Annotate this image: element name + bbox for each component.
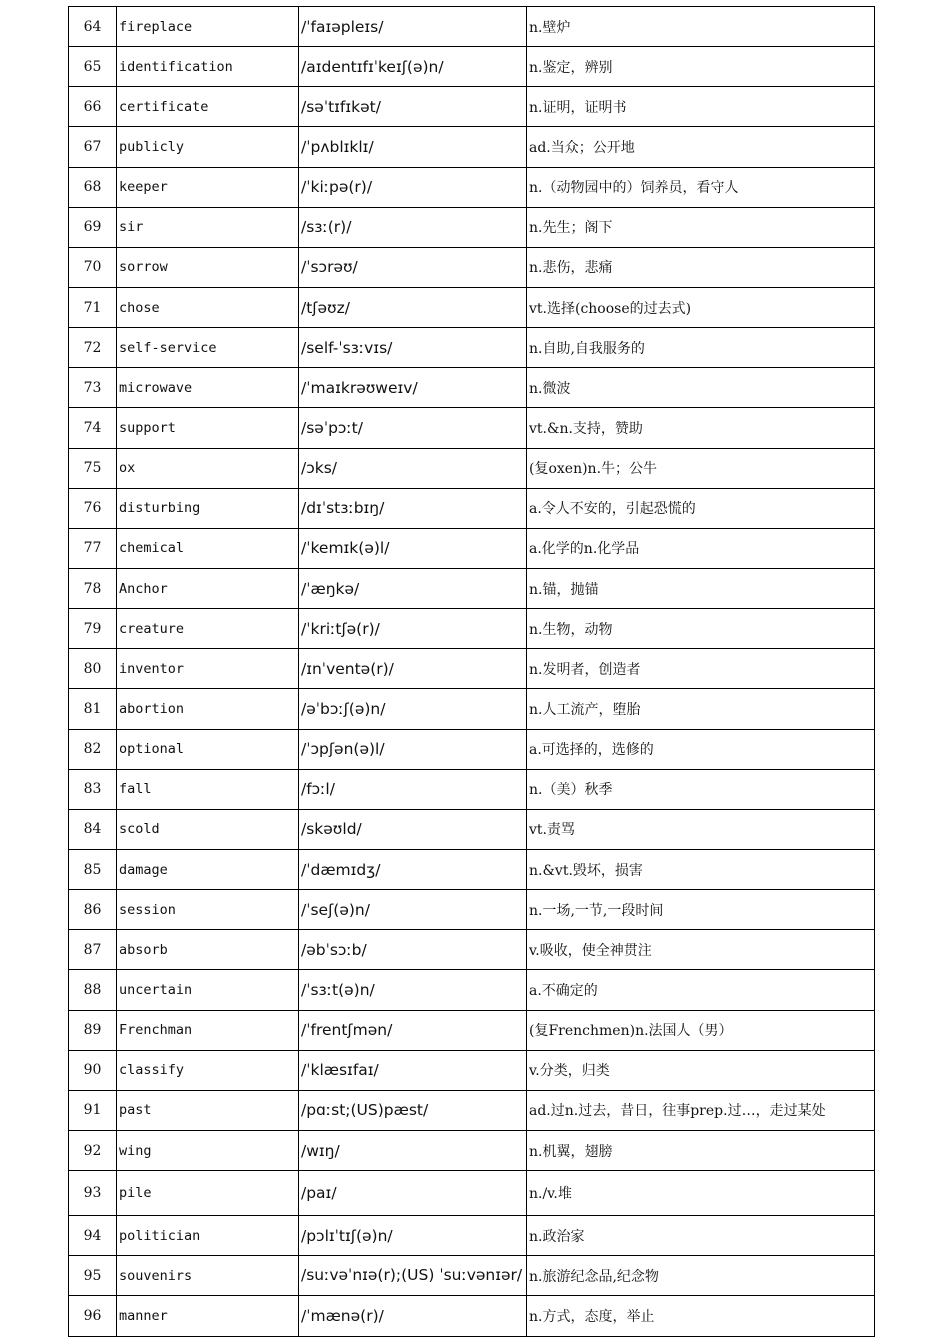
entry-word: ox: [117, 448, 299, 488]
entry-word: fireplace: [117, 7, 299, 47]
entry-word: certificate: [117, 87, 299, 127]
table-row: [69, 247, 875, 287]
entry-word: optional: [117, 729, 299, 769]
entry-word: souvenirs: [117, 1256, 299, 1296]
entry-meaning: n.旅游纪念品,纪念物: [527, 1256, 875, 1296]
entry-word: politician: [117, 1216, 299, 1256]
vocabulary-sheet: [68, 6, 874, 1337]
entry-meaning: n.壁炉: [527, 7, 875, 47]
entry-word: creature: [117, 609, 299, 649]
entry-word: uncertain: [117, 970, 299, 1010]
entry-word: classify: [117, 1050, 299, 1090]
entry-word: scold: [117, 809, 299, 849]
entry-number: 79: [69, 609, 117, 649]
entry-phonetic: /ˈkemɪk(ə)l/: [299, 528, 527, 568]
entry-phonetic: /əˈbɔːʃ(ə)n/: [299, 689, 527, 729]
table-row: [69, 328, 875, 368]
entry-number: 90: [69, 1050, 117, 1090]
entry-meaning: a.不确定的: [527, 970, 875, 1010]
entry-number: 95: [69, 1256, 117, 1296]
entry-number: 73: [69, 368, 117, 408]
vocabulary-table: [68, 6, 875, 1337]
entry-number: 76: [69, 488, 117, 528]
entry-number: 80: [69, 649, 117, 689]
entry-phonetic: /əbˈsɔːb/: [299, 930, 527, 970]
entry-word: session: [117, 890, 299, 930]
entry-meaning: n.人工流产，堕胎: [527, 689, 875, 729]
table-row: [69, 729, 875, 769]
entry-phonetic: /ˈdæmɪdʒ/: [299, 849, 527, 889]
entry-number: 84: [69, 809, 117, 849]
table-row: [69, 970, 875, 1010]
entry-phonetic: /ˈkiːpə(r)/: [299, 167, 527, 207]
entry-meaning: n.（美）秋季: [527, 769, 875, 809]
entry-number: 94: [69, 1216, 117, 1256]
table-row: [69, 568, 875, 608]
table-row: [69, 47, 875, 87]
entry-meaning: n.方式，态度，举止: [527, 1296, 875, 1336]
entry-number: 82: [69, 729, 117, 769]
entry-phonetic: /ˈsɜːt(ə)n/: [299, 970, 527, 1010]
entry-number: 74: [69, 408, 117, 448]
entry-word: sorrow: [117, 247, 299, 287]
entry-meaning: n.锚，抛锚: [527, 568, 875, 608]
entry-word: manner: [117, 1296, 299, 1336]
entry-number: 69: [69, 207, 117, 247]
entry-meaning: n./v.堆: [527, 1171, 875, 1216]
entry-phonetic: /ˈklæsɪfaɪ/: [299, 1050, 527, 1090]
entry-phonetic: /ˈsɔrəʊ/: [299, 247, 527, 287]
entry-number: 65: [69, 47, 117, 87]
entry-phonetic: /ɔks/: [299, 448, 527, 488]
table-row: [69, 368, 875, 408]
entry-number: 66: [69, 87, 117, 127]
entry-meaning: n.微波: [527, 368, 875, 408]
table-row: [69, 528, 875, 568]
entry-phonetic: /ˈɔpʃən(ə)l/: [299, 729, 527, 769]
entry-number: 85: [69, 849, 117, 889]
table-row: [69, 87, 875, 127]
entry-meaning: (复Frenchmen)n.法国人（男）: [527, 1010, 875, 1050]
entry-meaning: n.自助,自我服务的: [527, 328, 875, 368]
table-row: [69, 1296, 875, 1336]
entry-word: abortion: [117, 689, 299, 729]
entry-number: 75: [69, 448, 117, 488]
table-row: [69, 849, 875, 889]
entry-meaning: n.鉴定，辨别: [527, 47, 875, 87]
entry-meaning: v.分类，归类: [527, 1050, 875, 1090]
entry-word: inventor: [117, 649, 299, 689]
entry-meaning: n.生物，动物: [527, 609, 875, 649]
entry-phonetic: /pɑːst;(US)pæst/: [299, 1090, 527, 1130]
entry-phonetic: /sɜː(r)/: [299, 207, 527, 247]
table-row: [69, 448, 875, 488]
entry-phonetic: /səˈtɪfɪkət/: [299, 87, 527, 127]
entry-number: 71: [69, 287, 117, 327]
entry-word: self-service: [117, 328, 299, 368]
table-row: [69, 207, 875, 247]
entry-word: keeper: [117, 167, 299, 207]
entry-meaning: v.吸收，使全神贯注: [527, 930, 875, 970]
entry-number: 89: [69, 1010, 117, 1050]
entry-phonetic: /ˈæŋkə/: [299, 568, 527, 608]
entry-number: 78: [69, 568, 117, 608]
entry-meaning: a.令人不安的，引起恐慌的: [527, 488, 875, 528]
entry-meaning: n.悲伤，悲痛: [527, 247, 875, 287]
entry-meaning: n.证明，证明书: [527, 87, 875, 127]
entry-phonetic: /ɪnˈventə(r)/: [299, 649, 527, 689]
entry-number: 91: [69, 1090, 117, 1130]
table-row: [69, 7, 875, 47]
entry-number: 81: [69, 689, 117, 729]
entry-number: 93: [69, 1171, 117, 1216]
entry-word: identification: [117, 47, 299, 87]
table-row: [69, 809, 875, 849]
table-row: [69, 689, 875, 729]
entry-meaning: vt.&n.支持，赞助: [527, 408, 875, 448]
entry-meaning: n.先生；阁下: [527, 207, 875, 247]
table-row: [69, 488, 875, 528]
entry-word: absorb: [117, 930, 299, 970]
entry-phonetic: /ˈfaɪəpleɪs/: [299, 7, 527, 47]
table-row: [69, 930, 875, 970]
entry-number: 92: [69, 1130, 117, 1170]
entry-meaning: a.化学的n.化学品: [527, 528, 875, 568]
entry-phonetic: /wɪŋ/: [299, 1130, 527, 1170]
entry-phonetic: /ˈseʃ(ə)n/: [299, 890, 527, 930]
entry-word: Frenchman: [117, 1010, 299, 1050]
table-row: [69, 1090, 875, 1130]
table-row: [69, 769, 875, 809]
entry-number: 83: [69, 769, 117, 809]
entry-meaning: n.&vt.毁坏，损害: [527, 849, 875, 889]
vocabulary-table-body: [69, 7, 875, 1337]
entry-number: 67: [69, 127, 117, 167]
entry-number: 68: [69, 167, 117, 207]
table-row: [69, 1256, 875, 1296]
entry-number: 72: [69, 328, 117, 368]
table-row: [69, 167, 875, 207]
entry-number: 87: [69, 930, 117, 970]
entry-phonetic: /fɔːl/: [299, 769, 527, 809]
entry-meaning: vt.选择(choose的过去式): [527, 287, 875, 327]
table-row: [69, 127, 875, 167]
table-row: [69, 609, 875, 649]
table-row: [69, 1050, 875, 1090]
entry-number: 88: [69, 970, 117, 1010]
entry-phonetic: /tʃəʊz/: [299, 287, 527, 327]
entry-phonetic: /ˈmænə(r)/: [299, 1296, 527, 1336]
table-row: [69, 1010, 875, 1050]
entry-word: microwave: [117, 368, 299, 408]
entry-phonetic: /ˈkriːtʃə(r)/: [299, 609, 527, 649]
entry-word: wing: [117, 1130, 299, 1170]
entry-number: 70: [69, 247, 117, 287]
entry-meaning: vt.责骂: [527, 809, 875, 849]
entry-meaning: ad.当众；公开地: [527, 127, 875, 167]
entry-phonetic: /səˈpɔːt/: [299, 408, 527, 448]
entry-number: 77: [69, 528, 117, 568]
entry-phonetic: /paɪ/: [299, 1171, 527, 1216]
entry-word: past: [117, 1090, 299, 1130]
entry-word: chemical: [117, 528, 299, 568]
entry-phonetic: /self-ˈsɜːvɪs/: [299, 328, 527, 368]
entry-number: 86: [69, 890, 117, 930]
entry-meaning: n.一场,一节,一段时间: [527, 890, 875, 930]
entry-word: support: [117, 408, 299, 448]
entry-meaning: n.政治家: [527, 1216, 875, 1256]
table-row: [69, 408, 875, 448]
entry-meaning: a.可选择的，选修的: [527, 729, 875, 769]
entry-word: fall: [117, 769, 299, 809]
table-row: [69, 890, 875, 930]
entry-phonetic: /dɪˈstɜːbɪŋ/: [299, 488, 527, 528]
table-row: [69, 287, 875, 327]
table-row: [69, 1216, 875, 1256]
entry-word: disturbing: [117, 488, 299, 528]
entry-meaning: n.发明者，创造者: [527, 649, 875, 689]
entry-meaning: n.机翼，翅膀: [527, 1130, 875, 1170]
entry-meaning: ad.过n.过去，昔日，往事prep.过…，走过某处: [527, 1090, 875, 1130]
entry-phonetic: /ˈfrentʃmən/: [299, 1010, 527, 1050]
entry-phonetic: /suːvəˈnɪə(r);(US) ˈsuːvənɪər/: [299, 1256, 527, 1296]
entry-phonetic: /skəʊld/: [299, 809, 527, 849]
entry-number: 96: [69, 1296, 117, 1336]
entry-phonetic: /ˈmaɪkrəʊweɪv/: [299, 368, 527, 408]
entry-phonetic: /aɪdentɪfɪˈkeɪʃ(ə)n/: [299, 47, 527, 87]
table-row: [69, 1130, 875, 1170]
entry-word: publicly: [117, 127, 299, 167]
entry-phonetic: /ˈpʌblɪklɪ/: [299, 127, 527, 167]
table-row: [69, 1171, 875, 1216]
entry-number: 64: [69, 7, 117, 47]
entry-word: chose: [117, 287, 299, 327]
entry-word: Anchor: [117, 568, 299, 608]
table-row: [69, 649, 875, 689]
entry-meaning: n.（动物园中的）饲养员，看守人: [527, 167, 875, 207]
entry-word: damage: [117, 849, 299, 889]
entry-word: pile: [117, 1171, 299, 1216]
entry-phonetic: /pɔlɪˈtɪʃ(ə)n/: [299, 1216, 527, 1256]
entry-word: sir: [117, 207, 299, 247]
entry-meaning: (复oxen)n.牛；公牛: [527, 448, 875, 488]
